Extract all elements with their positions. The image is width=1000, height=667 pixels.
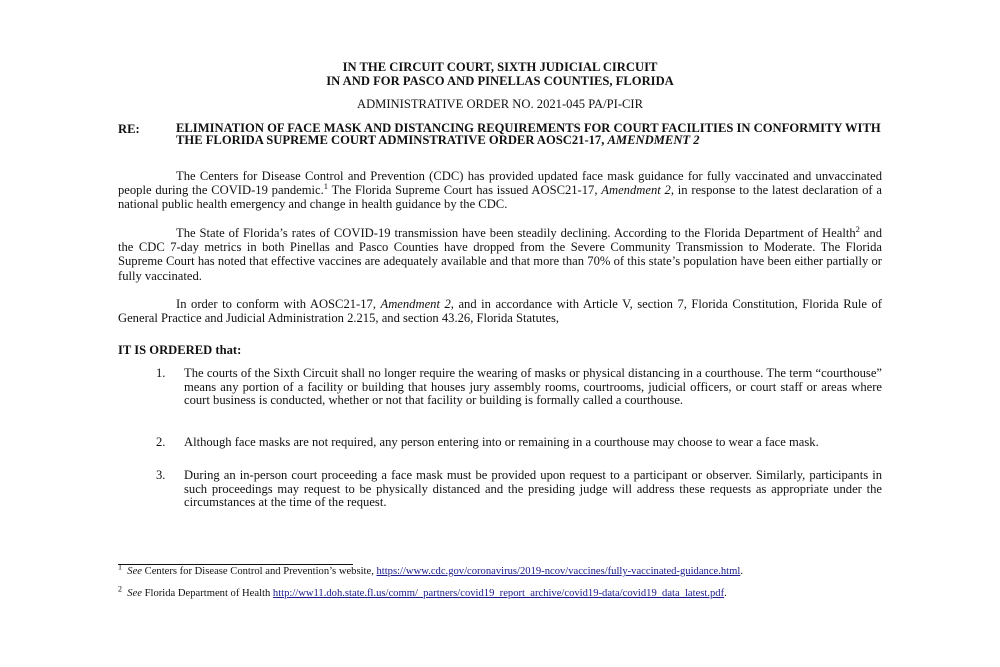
order-item-number: 1. <box>156 366 166 380</box>
footnote-mark: 2 <box>118 584 122 594</box>
footnote-link-cdc[interactable]: https://www.cdc.gov/coronavirus/2019-ncov/vaccines/fully-vaccinated-guidance.html <box>376 566 741 577</box>
para1-amendment: Amendment 2, <box>601 183 674 198</box>
para1-text-b: The Florida Supreme Court has issued AOSC21-17, <box>328 183 602 198</box>
para3-text-b: , and in accordance with Article V, section 7, Florida Constitution, Florida Rule of General Practice and Judicial Administration 2.215, and section 43.26, Florida Statutes, <box>118 297 882 326</box>
footnote-end: . <box>740 566 743 577</box>
paragraph-conformity <box>118 297 882 325</box>
ordered-heading: IT IS ORDERED that: <box>118 343 242 357</box>
footnote-1 <box>118 562 882 577</box>
paragraph-transmission-rates <box>118 223 882 283</box>
re-subject-amendment: AMENDMENT 2 <box>607 133 700 148</box>
order-item-text: Although face masks are not required, any person entering into or remaining in a courthouse may choose to wear a face mask. <box>184 435 819 449</box>
para2-text-a: The State of Florida’s rates of COVID-19 transmission have been steadily declining. According to the Florida Department of Health <box>176 226 856 240</box>
para1-text-c: in response to the latest declaration of a national public health emergency and change in health guidance by the CDC. <box>118 183 883 212</box>
footnote-separator <box>118 564 353 565</box>
para3-amendment: Amendment 2 <box>380 297 451 311</box>
footnote-2 <box>118 584 882 599</box>
re-label: RE: <box>118 122 140 136</box>
footnote-link-doh[interactable]: http://ww11.doh.state.fl.us/comm/_partners/covid19_report_archive/covid19-data/covid19_data_latest.pdf <box>272 588 725 599</box>
para2-text-b: and the CDC 7-day metrics in both Pinellas and Pasco Counties have dropped from the Severe Community Transmission to Moderate. The Florida Supreme Court has noted that effective vaccines are adequately available and that more than 70% of this state’s population have been either partially or fully vaccinated. <box>118 226 882 283</box>
footnote-text: Florida Department of Health <box>142 588 273 599</box>
order-item-number: 2. <box>156 435 166 449</box>
footnote-mark: 1 <box>118 562 122 572</box>
footnote-ref-1[interactable]: 1 <box>323 181 329 192</box>
order-item-number: 3. <box>156 468 166 482</box>
footnote-ref-2[interactable]: 2 <box>855 223 860 234</box>
footnote-see: See <box>127 566 142 577</box>
re-subject-text: ELIMINATION OF FACE MASK AND DISTANCING REQUIREMENTS FOR COURT FACILITIES IN CONFORMITY WITH THE FLORIDA SUPREME COURT ADMINSTRATIVE ORDER AOSC21-17, <box>176 121 881 148</box>
re-subject <box>176 122 882 147</box>
order-item-text: The courts of the Sixth Circuit shall no longer require the wearing of masks or physical distancing in a courthouse. The term “courthouse” means any portion of a facility or building that houses jury assembly rooms, courtrooms, judicial officers, or court staff or areas where court business is conducted, whether or not that facility or building is formally called a courthouse. <box>184 366 882 408</box>
court-line-1: IN THE CIRCUIT COURT, SIXTH JUDICIAL CIRCUIT <box>342 60 658 74</box>
court-caption <box>118 60 882 88</box>
footnote-see: See <box>127 588 142 599</box>
footnote-end: . <box>724 588 727 599</box>
para3-text-a: In order to conform with AOSC21-17, <box>176 297 381 311</box>
order-number: ADMINISTRATIVE ORDER NO. 2021-045 PA/PI-CIR <box>356 97 644 111</box>
para1-text-a: The Centers for Disease Control and Prevention (CDC) has provided updated face mask guidance for fully vaccinated and unvaccinated people during the COVID-19 pandemic. <box>118 169 882 198</box>
court-line-2: IN AND FOR PASCO AND PINELLAS COUNTIES, FLORIDA <box>326 74 674 89</box>
footnote-text: Centers for Disease Control and Prevention’s website, <box>142 566 377 577</box>
paragraph-cdc-guidance <box>118 169 882 212</box>
order-item-text: During an in-person court proceeding a face mask must be provided upon request to a participant or observer. Similarly, participants in such proceedings may request to be physically distanced and the presiding judge will address these requests as appropriate under the circumstances at the time of the request. <box>184 468 882 510</box>
